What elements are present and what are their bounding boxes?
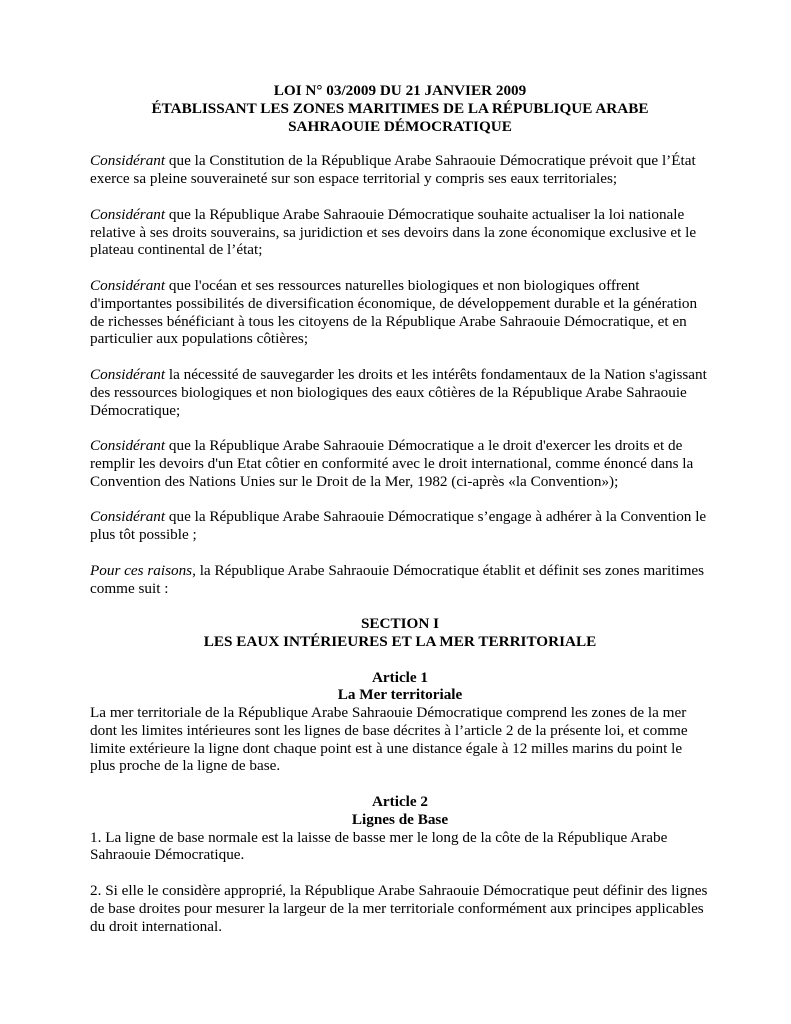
preamble-paragraph-1 — [90, 152, 710, 188]
law-title-line-2: ÉTABLISSANT LES ZONES MARITIMES DE LA RÉPUBLIQUE ARABE — [151, 99, 649, 117]
section-title: LES EAUX INTÉRIEURES ET LA MER TERRITORIALE — [203, 632, 597, 650]
section-heading — [90, 615, 710, 651]
preamble-lead: Considérant — [90, 276, 166, 294]
preamble-text: que la République Arabe Sahraouie Démocratique souhaite actualiser la loi nationale relative à ses droits souverains, sa juridiction et ses devoirs dans la zone économique exclusive et le plateau continental de l’état; — [90, 205, 697, 259]
preamble-text: que l'océan et ses ressources naturelles biologiques et non biologiques offrent d'importantes possibilités de diversification économique, de développement durable et la génération de richesses bénéficiant à tous les citoyens de la République Arabe Sahraouie Démocratique, et en particulier aux populations côtières; — [90, 276, 698, 348]
law-title — [90, 82, 710, 135]
law-title-line-3: SAHRAOUIE DÉMOCRATIQUE — [288, 117, 512, 135]
preamble-paragraph-2 — [90, 206, 710, 259]
preamble-lead: Considérant — [90, 365, 166, 383]
document-page — [90, 82, 710, 953]
preamble-paragraph-5 — [90, 437, 710, 490]
preamble-paragraph-4 — [90, 366, 710, 419]
preamble-lead: Pour ces raisons — [90, 561, 193, 579]
article-2-paragraph-2: 2. Si elle le considère approprié, la République Arabe Sahraouie Démocratique peut définir des lignes de base droites pour mesurer la largeur de la mer territoriale conformément aux principes applicables du droit international. — [90, 882, 708, 935]
article-2-paragraph-1: 1. La ligne de base normale est la laisse de basse mer le long de la côte de la République Arabe Sahraouie Démocratique. — [90, 828, 668, 864]
law-title-line-1: LOI N° 03/2009 DU 21 JANVIER 2009 — [273, 82, 527, 99]
preamble-text: que la Constitution de la République Arabe Sahraouie Démocratique prévoit que l’État exerce sa pleine souveraineté sur son espace territorial y compris ses eaux territoriales; — [90, 152, 696, 188]
article-2 — [90, 793, 710, 935]
preamble-text: que la République Arabe Sahraouie Démocratique s’engage à adhérer à la Convention le plus tôt possible ; — [90, 508, 707, 544]
article-2-title: Lignes de Base — [351, 810, 449, 828]
article-1-text: La mer territoriale de la République Arabe Sahraouie Démocratique comprend les zones de la mer dont les limites intérieures sont les lignes de base décrites à l’article 2 de la présente loi, et comme limite extérieure la ligne dont chaque point est à une distance égale à 12 milles marins du point le plus proche de la ligne de base. — [90, 704, 688, 775]
preamble-lead: Considérant — [90, 437, 166, 455]
preamble-lead: Considérant — [90, 508, 166, 526]
article-1-title: La Mer territoriale — [337, 686, 463, 704]
section-number: SECTION I — [360, 615, 440, 633]
preamble-lead: Considérant — [90, 205, 166, 223]
article-2-number: Article 2 — [371, 793, 429, 811]
preamble-lead: Considérant — [90, 152, 166, 170]
article-1 — [90, 669, 710, 776]
preamble-text: , la République Arabe Sahraouie Démocratique établit et définit ses zones maritimes comme suit : — [90, 561, 705, 597]
preamble-text: la nécessité de sauvegarder les droits et les intérêts fondamentaux de la Nation s'agissant des ressources biologiques et non biologiques des eaux côtières de la République Arabe Sahraouie Démocratique; — [90, 365, 707, 419]
preamble-paragraph-3 — [90, 277, 710, 348]
article-1-number: Article 1 — [371, 668, 429, 686]
preamble-text: que la République Arabe Sahraouie Démocratique a le droit d'exercer les droits et de remplir les devoirs d'un Etat côtier en conformité avec le droit international, comme énoncé dans la Convention des Nations Unies sur le Droit de la Mer, 1982 (ci-après «la Convention»); — [90, 437, 694, 490]
preamble-paragraph-6 — [90, 508, 710, 544]
preamble-paragraph-7 — [90, 562, 710, 598]
